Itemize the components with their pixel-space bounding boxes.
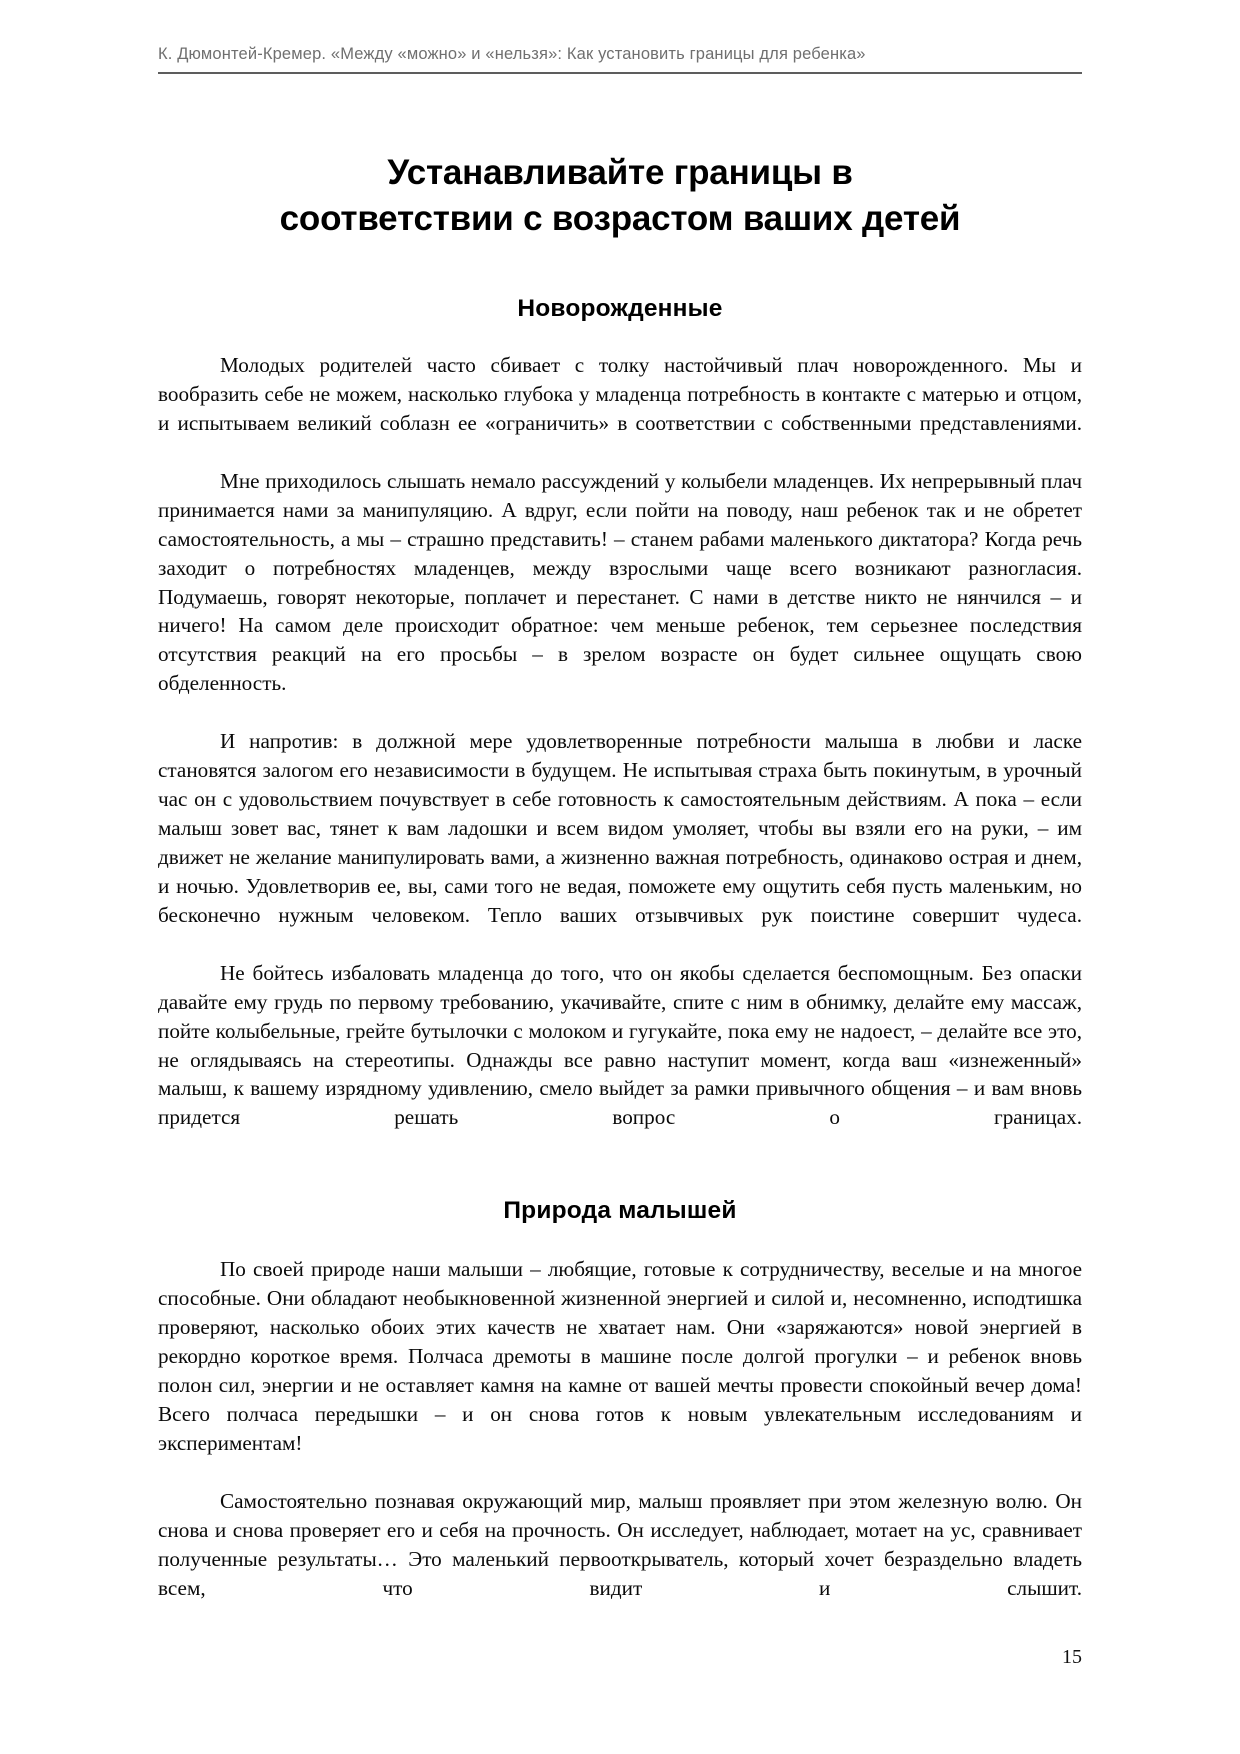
paragraph: По своей природе наши малыши – любящие, готовые к сотрудничеству, веселые и на многое способные. Они обладают необыкновенной жизненной энергией и силой и, несомненно, исподтишка проверяют, насколько обоих этих качеств не хватает нам. Они «заряжаются» новой энергией в рекордно короткое время. Полчаса дремоты в машине после долгой прогулки – и ребенок вновь полон сил, энергии и не оставляет камня на камне от вашей мечты провести спокойный вечер дома! Всего полчаса передышки – и он снова готов к новым увлекательным исследованиям и экспериментам! [158,1257,1082,1455]
page-content [158,150,1082,1631]
page-title [158,150,1082,241]
running-head-rule [158,72,1082,74]
section-heading-newborns: Новорожденные [517,295,723,322]
running-head-text: К. Дюмонтей-Кремер. «Между «можно» и «нельзя»: Как установить границы для ребенка» [158,45,866,63]
paragraph: Не бойтесь избаловать младенца до того, что он якобы сделается беспомощным. Без опаски давайте ему грудь по первому требованию, укачивайте, спите с ним в обнимку, делайте ему массаж, пойте колыбельные, грейте бутылочки с молоком и гугукайте, пока ему не надоест, – делайте все это, не оглядываясь на стереотипы. Однажды все равно наступит момент, когда ваш «изнеженный» малыш, к вашему изрядному удивлению, смело выйдет за рамки привычного общения – и вам вновь придется решать вопрос о границах. [158,960,1082,1130]
section-heading-nature-of-toddlers: Природа малышей [503,1197,737,1225]
page-number: 15 [1062,1646,1082,1668]
page-title-line-1: Устанавливайте границы в [387,153,853,192]
running-head [158,45,1082,74]
paragraph: И напротив: в должной мере удовлетворенные потребности малыша в любви и ласке становятся залогом его независимости в будущем. Не испытывая страха быть покинутым, в урочный час он с удовольствием почувствует в себе готовность к самостоятельным действиям. А пока – если малыш зовет вас, тянет к вам ладошки и всем видом умоляет, чтобы вы взяли его на руки, – им движет не желание манипулировать вами, а жизненно важная потребность, одинаково острая и днем, и ночью. Удовлетворив ее, вы, сами того не ведая, поможете ему ощутить себя пусть маленьким, но бесконечно нужным человеком. Тепло ваших отзывчивых рук поистине совершит чудеса. [158,729,1082,927]
page-title-line-2: соответствии с возрастом ваших детей [279,198,961,238]
paragraph: Молодых родителей часто сбивает с толку настойчивый плач новорожденного. Мы и вообразить себе не можем, насколько глубока у младенца потребность в контакте с матерью и отцом, и испытываем великий соблазн ее «ограничить» в соответствии с собственными представлениями. [158,353,1082,435]
paragraph: Самостоятельно познавая окружающий мир, малыш проявляет при этом железную волю. Он снова и снова проверяет его и себя на прочность. Он исследует, наблюдает, мотает на ус, сравнивает полученные результаты… Это маленький первооткрыватель, который хочет безраздельно владеть всем, что видит и слышит. [158,1488,1082,1600]
paragraph: Мне приходилось слышать немало рассуждений у колыбели младенцев. Их непрерывный плач принимается нами за манипуляцию. А вдруг, если пойти на поводу, наш ребенок так и не обретет самостоятельность, а мы – страшно представить! – станем рабами маленького диктатора? Когда речь заходит о потребностях младенцев, между взрослыми чаще всего возникают разногласия. Подумаешь, говорят некоторые, поплачет и перестанет. С нами в детстве никто не нянчился – и ничего! На самом деле происходит обратное: чем меньше ребенок, тем серьезнее последствия отсутствия реакций на его просьбы – в зрелом возрасте он будет сильнее ощущать свою обделенность. [158,468,1082,696]
